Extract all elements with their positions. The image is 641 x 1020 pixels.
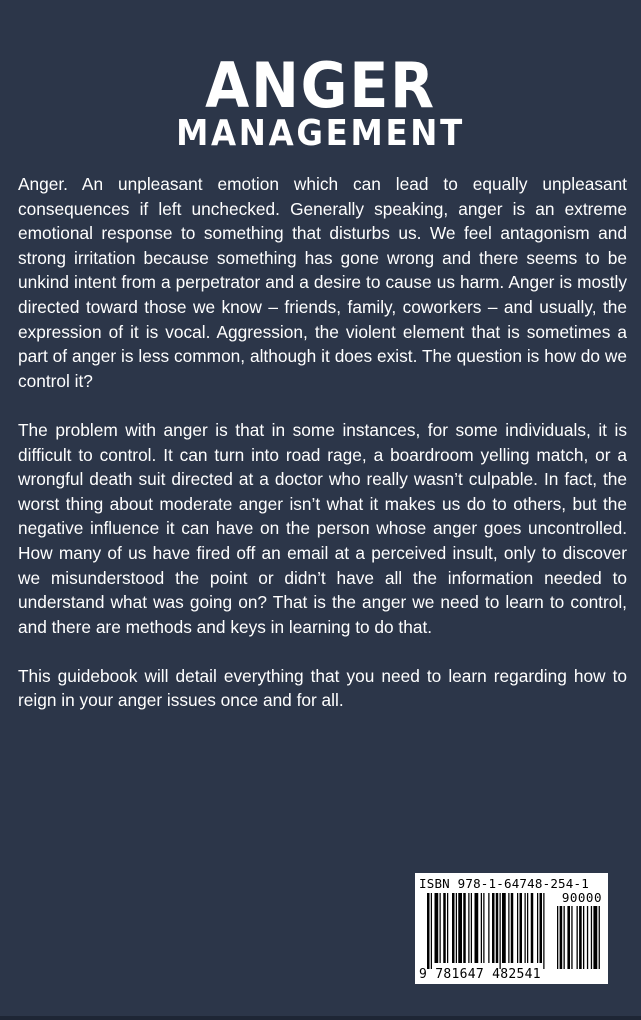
isbn-barcode	[415, 873, 608, 984]
description-text	[18, 172, 627, 738]
description-paragraph-1: Anger. An unpleasant emotion which can lead to equally unpleasant consequences if left unchecked. Generally speaking, anger is an extreme emotional response to something that disturbs us. We feel antagonism and strong irritation because something has gone wrong and there seems to be unkind intent from a perpetrator and a desire to cause us harm. Anger is mostly directed toward those we know – friends, family, coworkers – and usually, the expression of it is vocal. Aggression, the violent element that is sometimes a part of anger is less common, although it does exist. The question is how do we control it?	[18, 174, 627, 391]
price-code: 90000	[561, 890, 602, 905]
book-subtitle: MANAGEMENT	[176, 113, 465, 154]
bottom-edge	[0, 1016, 641, 1020]
description-paragraph-2: The problem with anger is that in some instances, for some individuals, it is difficult to control. It can turn into road rage, a boardroom yelling match, or a wrongful death suit directed at a doctor who really wasn’t culpable. In fact, the worst thing about moderate anger isn’t what it makes us do to others, but the negative influence it can have on the person whose anger goes uncontrolled. How many of us have fired off an email at a perceived insult, only to discover we misunderstood the point or didn’t have all the information needed to understand what was going on? That is the anger we need to learn to control, and there are methods and keys in learning to do that.	[18, 419, 627, 637]
book-title: ANGER	[205, 49, 436, 122]
description-paragraph-3: This guidebook will detail everything that you need to learn regarding how to reign in your anger issues once and for all.	[18, 665, 627, 711]
ean-digits: 9 781647 482541	[419, 967, 541, 982]
isbn-label: ISBN 978-1-64748-254-1	[419, 876, 589, 891]
